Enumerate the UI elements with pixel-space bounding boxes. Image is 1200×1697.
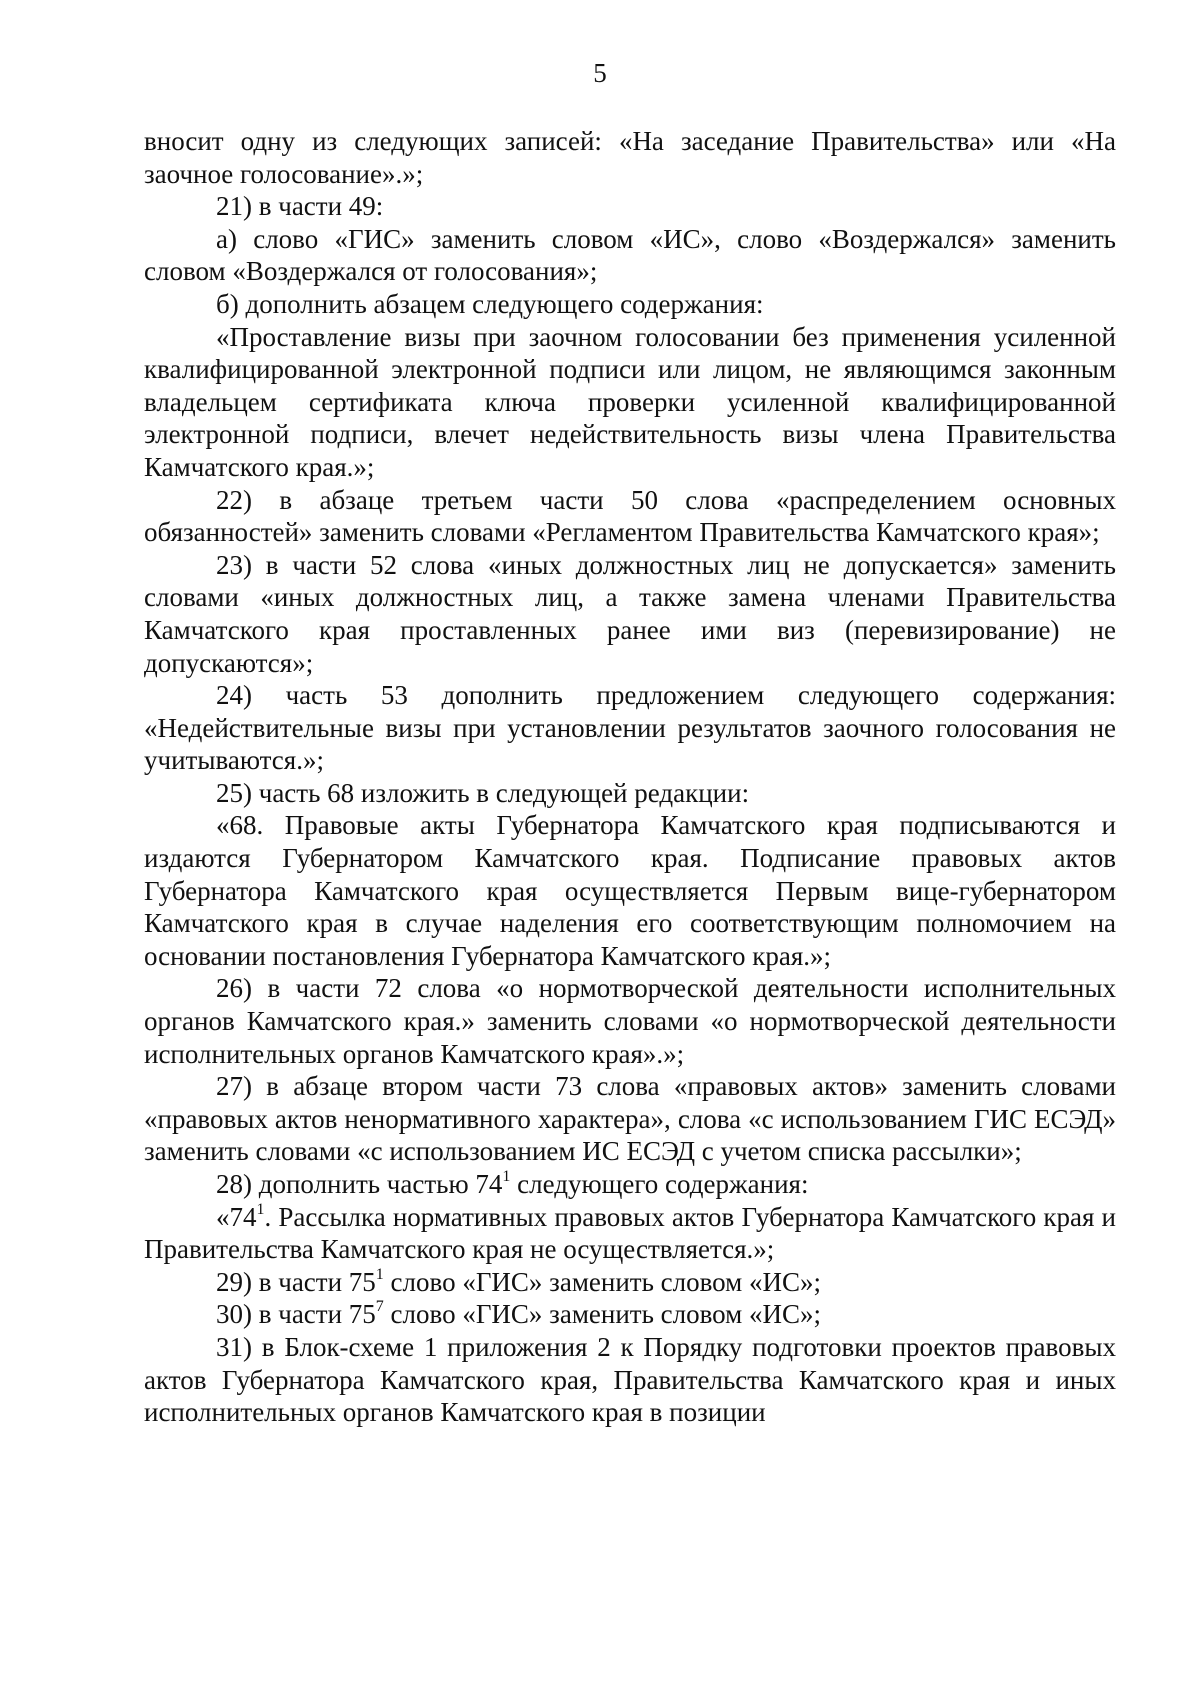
paragraph bbox=[144, 288, 1116, 321]
paragraph-text: «68. Правовые акты Губернатора Камчатского края подписываются и издаются Губернатором Камчатского края. Подписание правовых актов Губернатора Камчатского края осуществляется Первым вице-губернатором Камчатского края в случае наделения его соответствующим полномочием на основании постановления Губернатора Камчатского края.»; bbox=[144, 810, 1116, 971]
paragraph bbox=[144, 321, 1116, 484]
paragraph-text: следующего содержания: bbox=[510, 1169, 809, 1199]
paragraph-text: 24) часть 53 дополнить предложением следующего содержания: «Недействительные визы при установлении результатов заочного голосования не учитываются.»; bbox=[144, 680, 1116, 776]
paragraph-text: 31) в Блок-схеме 1 приложения 2 к Порядку подготовки проектов правовых актов Губернатора Камчатского края, Правительства Камчатского края и иных исполнительных органов Камчатского края в позиции bbox=[144, 1331, 1116, 1428]
paragraph-text: 30) в части 75 bbox=[216, 1299, 376, 1330]
paragraph-text: б) дополнить абзацем следующего содержания: bbox=[216, 288, 764, 319]
paragraph-text: 21) в части 49: bbox=[216, 191, 384, 222]
paragraph bbox=[144, 1298, 1116, 1331]
paragraph-text: 25) часть 68 изложить в следующей редакции: bbox=[216, 777, 750, 808]
paragraph bbox=[144, 1168, 1116, 1201]
paragraph bbox=[144, 125, 1116, 190]
paragraph-text: слово «ГИС» заменить словом «ИС»; bbox=[383, 1299, 822, 1330]
paragraph-text: а) слово «ГИС» заменить словом «ИС», слово «Воздержался» заменить словом «Воздержался от голосования»; bbox=[144, 223, 1116, 287]
paragraph-text: 29) в части 75 bbox=[216, 1266, 376, 1297]
paragraph-text: 27) в абзаце втором части 73 слова «правовых актов» заменить словами «правовых актов ненормативного характера», слова «с использованием ГИС ЕСЭД» заменить словами «с использованием ИС ЕСЭД с учетом списка рассылки»; bbox=[144, 1071, 1116, 1167]
paragraph-text: слово «ГИС» заменить словом «ИС»; bbox=[383, 1266, 822, 1297]
document-body bbox=[144, 125, 1116, 1429]
paragraph bbox=[144, 223, 1116, 288]
paragraph bbox=[144, 679, 1116, 777]
paragraph bbox=[144, 1070, 1116, 1168]
superscript: 1 bbox=[256, 1200, 265, 1218]
superscript: 7 bbox=[375, 1298, 384, 1316]
paragraph bbox=[144, 190, 1116, 223]
superscript: 1 bbox=[375, 1265, 384, 1283]
paragraph bbox=[144, 484, 1116, 549]
paragraph bbox=[144, 1266, 1116, 1299]
paragraph bbox=[144, 1331, 1116, 1429]
paragraph-text: вносит одну из следующих записей: «На заседание Правительства» или «На заочное голосование».»; bbox=[144, 126, 1116, 189]
paragraph-text: 22) в абзаце третьем части 50 слова «распределением основных обязанностей» заменить словами «Регламентом Правительства Камчатского края»; bbox=[144, 484, 1116, 548]
paragraph-text: 23) в части 52 слова «иных должностных лиц не допускается» заменить словами «иных должностных лиц, а также замена членами Правительства Камчатского края проставленных ранее ими виз (перевизирование) не допускаются»; bbox=[144, 549, 1116, 678]
paragraph-text: 28) дополнить частью 74 bbox=[216, 1169, 503, 1199]
paragraph-text: «74 bbox=[216, 1201, 257, 1232]
paragraph bbox=[144, 1201, 1116, 1266]
page-number: 5 bbox=[593, 58, 607, 88]
paragraph-text: «Проставление визы при заочном голосовании без применения усиленной квалифицированной электронной подписи или лицом, не являющимся законным владельцем сертификата ключа проверки усиленной квалифицированной электронной подписи, влечет недействительность визы члена Правительства Камчатского края.»; bbox=[144, 321, 1116, 482]
paragraph bbox=[144, 972, 1116, 1070]
paragraph bbox=[144, 549, 1116, 679]
paragraph-text: . Рассылка нормативных правовых актов Губернатора Камчатского края и Правительства Камчатского края не осуществляется.»; bbox=[144, 1201, 1116, 1265]
paragraph-text: 26) в части 72 слова «о нормотворческой деятельности исполнительных органов Камчатского края.» заменить словами «о нормотворческой деятельности исполнительных органов Камчатского края».»; bbox=[144, 973, 1116, 1069]
superscript: 1 bbox=[502, 1168, 511, 1185]
paragraph bbox=[144, 777, 1116, 810]
paragraph bbox=[144, 809, 1116, 972]
